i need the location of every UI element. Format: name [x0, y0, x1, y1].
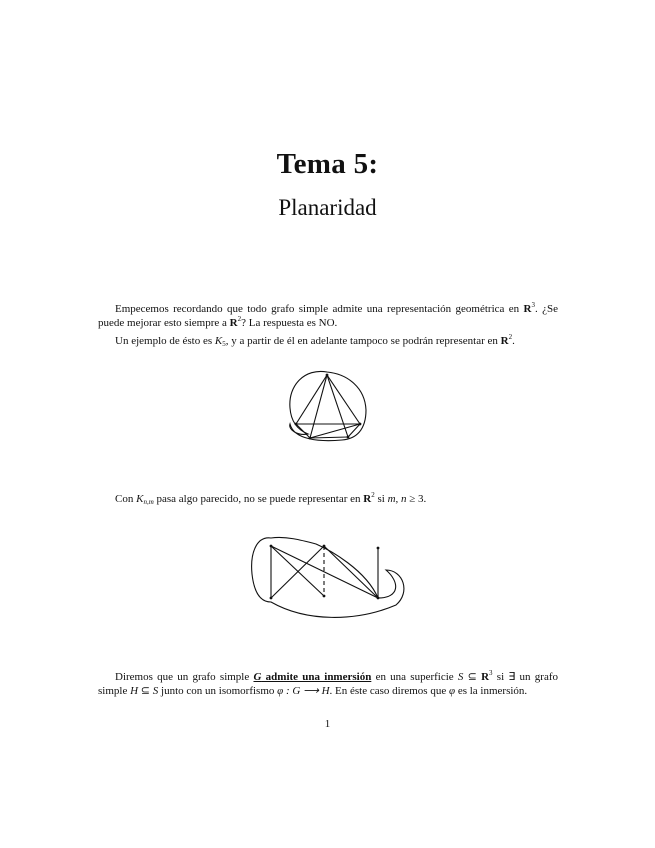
- paragraph-k5: Un ejemplo de ésto es $K_5$, y a partir de él en adelante tampoco se podrán representar en $R^2$.: [115, 333, 515, 348]
- k5-vertex: [347, 436, 350, 439]
- paragraph-definition: Diremos que un grafo simple G admite una inmersión en una superficie S ⊆ $R^3$ si ∃ un grafo simple H ⊆ S junto con un isomorfismo φ : G ⟶ H. En éste caso diremos que φ es la inmersión.: [98, 669, 558, 697]
- k5-edge: [310, 375, 327, 438]
- k5-vertex: [309, 437, 312, 440]
- k5-figure: [280, 360, 380, 450]
- knm-vertex: [323, 595, 326, 598]
- paragraph-knm: Con $K_{n,m}$ pasa algo parecido, no se puede representar en $R^2$ si m, n ≥ 3.: [115, 491, 427, 506]
- k5-vertex: [295, 423, 298, 426]
- page-title: Tema 5:: [276, 148, 379, 180]
- k5-vertex: [326, 374, 329, 377]
- paragraph-intro: Empecemos recordando que todo grafo simple admite una representación geométrica en $R^3$. ¿Se puede mejorar esto siempre a $R^2$? La respuesta es NO.: [98, 301, 558, 329]
- k5-edge: [296, 375, 327, 424]
- k5-edge: [327, 375, 360, 424]
- knm-edge: [324, 546, 378, 598]
- page-subtitle: Planaridad: [278, 195, 377, 220]
- knm-vertex: [270, 597, 273, 600]
- knm-figure: [246, 530, 411, 622]
- page-number: 1: [324, 718, 331, 730]
- knm-vertex: [377, 597, 380, 600]
- k5-edge: [296, 424, 310, 438]
- knm-vertex: [270, 545, 273, 548]
- k5-edge: [310, 424, 360, 438]
- knm-vertex: [377, 547, 380, 550]
- k5-vertex: [359, 423, 362, 426]
- knm-vertex: [323, 545, 326, 548]
- k5-edge: [310, 437, 348, 438]
